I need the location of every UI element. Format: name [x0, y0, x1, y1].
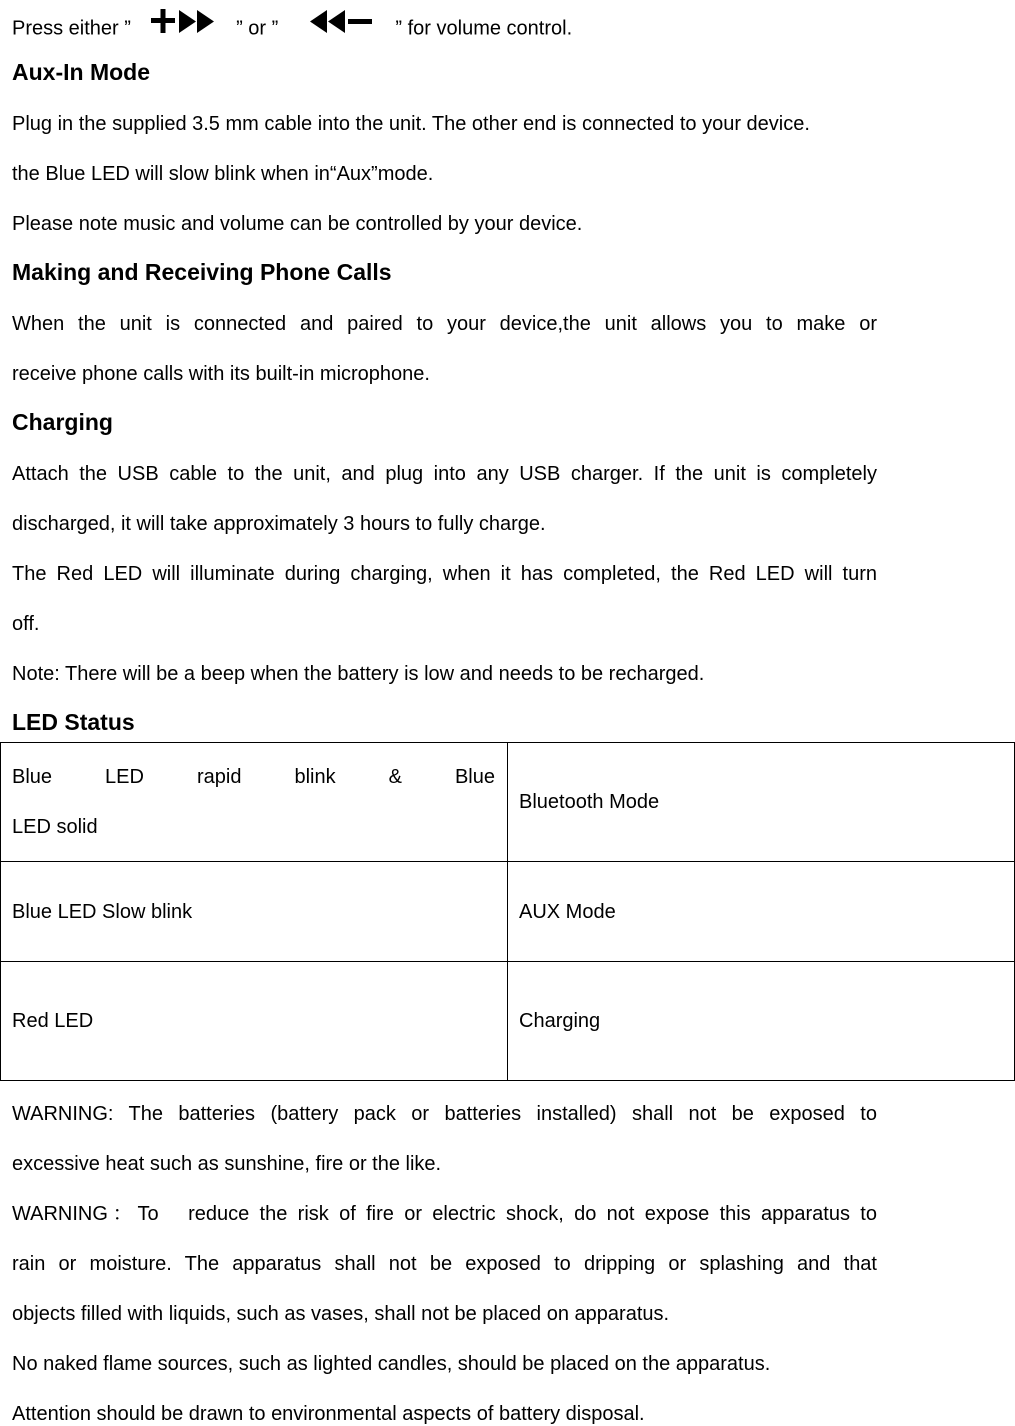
warning-2-line-1: WARNING：To reduce the risk of fire or electric shock, do not expose this apparatus to: [12, 1203, 877, 1225]
calls-line-1: When the unit is connected and paired to your device,the unit allows you to make or: [12, 313, 877, 335]
plus-fast-forward-icon: [149, 7, 219, 43]
charging-line-3: The Red LED will illuminate during charging, when it has completed, the Red LED will turn: [12, 563, 877, 585]
led-meaning-cell: Charging: [508, 962, 1015, 1081]
rewind-minus-icon: [306, 7, 376, 43]
warning-1-line-1: WARNING: The batteries (battery pack or batteries installed) shall not be exposed to: [12, 1103, 877, 1125]
led-meaning-cell: Bluetooth Mode: [508, 743, 1015, 862]
volume-control-instruction: [12, 11, 877, 47]
led-status-heading: LED Status: [12, 709, 135, 735]
led-indicator-cell: Blue LED Slow blink: [1, 862, 508, 962]
aux-line-1: Plug in the supplied 3.5 mm cable into the unit. The other end is connected to your device.: [12, 113, 810, 135]
table-row: [1, 743, 1015, 862]
led-meaning-cell: AUX Mode: [508, 862, 1015, 962]
charging-line-2: discharged, it will take approximately 3 hours to fully charge.: [12, 513, 546, 535]
charging-heading: Charging: [12, 409, 113, 435]
led-indicator-line-1: Blue LED rapid blink & Blue: [12, 766, 495, 788]
press-middle: ” or ”: [236, 17, 279, 40]
warning-2-line-2: rain or moisture. The apparatus shall not be exposed to dripping or splashing and that: [12, 1253, 877, 1275]
led-indicator-line-2: LED solid: [12, 816, 98, 838]
charging-line-4: off.: [12, 613, 40, 635]
press-suffix: ” for volume control.: [395, 17, 573, 40]
warning-1-line-2: excessive heat such as sunshine, fire or the like.: [12, 1153, 442, 1175]
battery-disposal-notice: Attention should be drawn to environmental aspects of battery disposal.: [12, 1403, 645, 1425]
aux-line-2: the Blue LED will slow blink when in“Aux”mode.: [12, 163, 434, 185]
led-indicator-cell: Red LED: [1, 962, 508, 1081]
charging-line-1: Attach the USB cable to the unit, and plug into any USB charger. If the unit is completely: [12, 463, 877, 485]
table-row: [1, 962, 1015, 1081]
table-row: [1, 862, 1015, 962]
naked-flame-notice: No naked flame sources, such as lighted candles, should be placed on the apparatus.: [12, 1353, 771, 1375]
aux-in-heading: Aux-In Mode: [12, 59, 150, 85]
aux-line-3: Please note music and volume can be controlled by your device.: [12, 213, 583, 235]
charging-note: Note: There will be a beep when the battery is low and needs to be recharged.: [12, 663, 705, 685]
warning-2-line-3: objects filled with liquids, such as vases, shall not be placed on apparatus.: [12, 1303, 670, 1325]
led-indicator-cell: [1, 743, 508, 862]
press-prefix: Press either ”: [12, 17, 131, 40]
calls-line-2: receive phone calls with its built-in microphone.: [12, 363, 430, 385]
phone-calls-heading: Making and Receiving Phone Calls: [12, 259, 392, 285]
led-status-table: [0, 742, 1015, 1081]
